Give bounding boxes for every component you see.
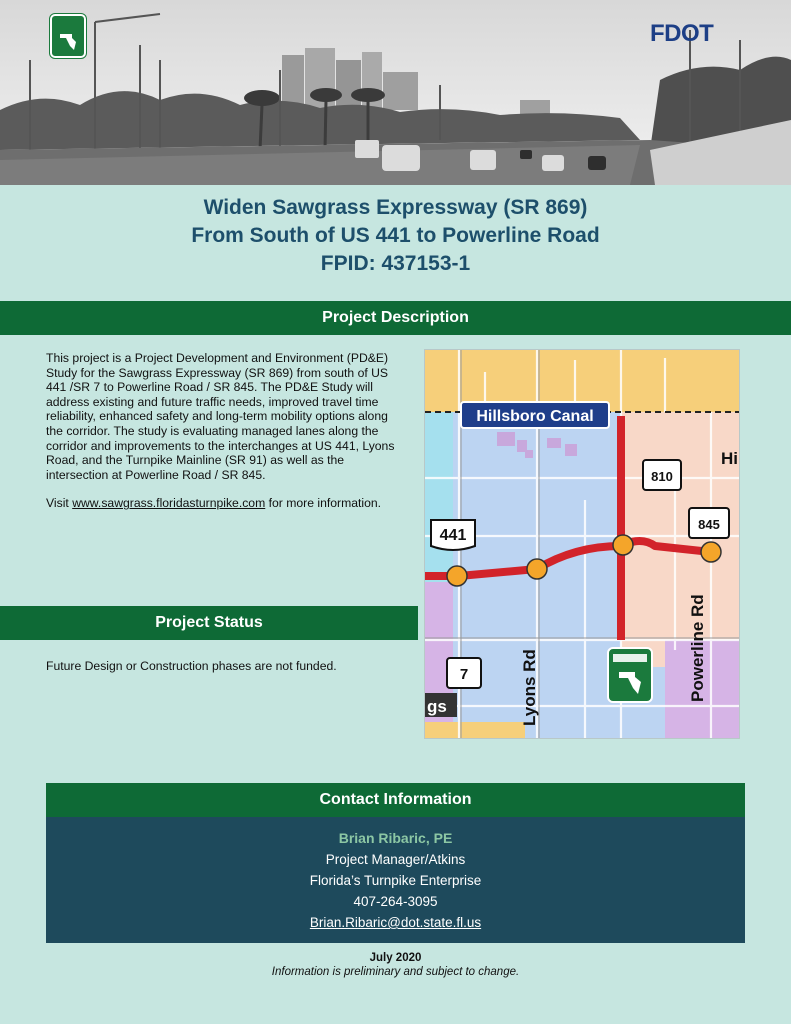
fdot-logo: FDOT	[650, 20, 714, 47]
contact-heading: Contact Information	[46, 783, 745, 817]
visit-paragraph: Visit www.sawgrass.floridasturnpike.com for more information.	[46, 496, 382, 511]
svg-text:441: 441	[439, 527, 467, 544]
lyons-road-label: Lyons Rd	[520, 649, 539, 726]
edge-label-gs: gs	[427, 697, 447, 716]
header-photo	[0, 0, 791, 185]
shield-810	[643, 460, 681, 490]
footer-date: July 2020	[369, 952, 422, 964]
interchange-powerline	[701, 542, 721, 562]
shield-845	[689, 508, 729, 538]
project-website-link[interactable]: www.sawgrass.floridasturnpike.com	[72, 496, 266, 511]
project-description-heading: Project Description	[0, 301, 791, 335]
turnpike-logo	[50, 14, 86, 58]
contact-phone: 407-264-3095	[353, 894, 438, 909]
svg-text:7: 7	[459, 666, 469, 683]
page-title	[0, 194, 791, 278]
project-status-heading: Project Status	[0, 606, 418, 640]
interchange-lyons	[527, 559, 547, 579]
turnpike-map-sign	[608, 648, 652, 702]
description-paragraph: This project is a Project Development and Environment (PD&E) Study for the Sawgrass Expressway (SR 869) from south of US 441 /SR 7 to Powerline Road / SR 845. The PD&E Study will address existing and future traffic needs, improved travel time reliability, enhanced safety and long-term mobility options along the corridor. The study is evaluating managed lanes along the corridor and improvements to the interchanges at US 441, Lyons Road, and the Turnpike Mainline (SR 91) as well as the intersection at Powerline Road / SR 845.	[46, 351, 395, 482]
powerline-road-label: Powerline Rd	[688, 594, 707, 702]
contact-org: Florida’s Turnpike Enterprise	[309, 873, 482, 888]
svg-text:810: 810	[651, 469, 673, 484]
contact-role: Project Manager/Atkins	[325, 852, 466, 867]
title-line-2: From South of US 441 to Powerline Road	[191, 224, 600, 247]
interchange-mainline	[613, 535, 633, 555]
shield-7	[447, 658, 481, 688]
shield-441	[431, 520, 475, 550]
title-line-3: FPID: 437153-1	[320, 252, 471, 275]
contact-name: Brian Ribaric, PE	[338, 830, 453, 846]
project-status-text: Future Design or Construction phases are not funded.	[46, 659, 337, 673]
contact-box	[46, 817, 745, 943]
contact-email-link[interactable]: Brian.Ribaric@dot.state.fl.us	[309, 915, 482, 930]
title-line-1: Widen Sawgrass Expressway (SR 869)	[203, 196, 588, 219]
footer-disclaimer: Information is preliminary and subject to change.	[271, 966, 520, 978]
canal-label: Hillsboro Canal	[476, 408, 594, 425]
interchange-us441	[447, 566, 467, 586]
project-map	[424, 349, 740, 739]
edge-label-hi: Hi	[721, 449, 738, 468]
svg-text:845: 845	[698, 517, 720, 532]
project-description-body	[46, 351, 404, 511]
